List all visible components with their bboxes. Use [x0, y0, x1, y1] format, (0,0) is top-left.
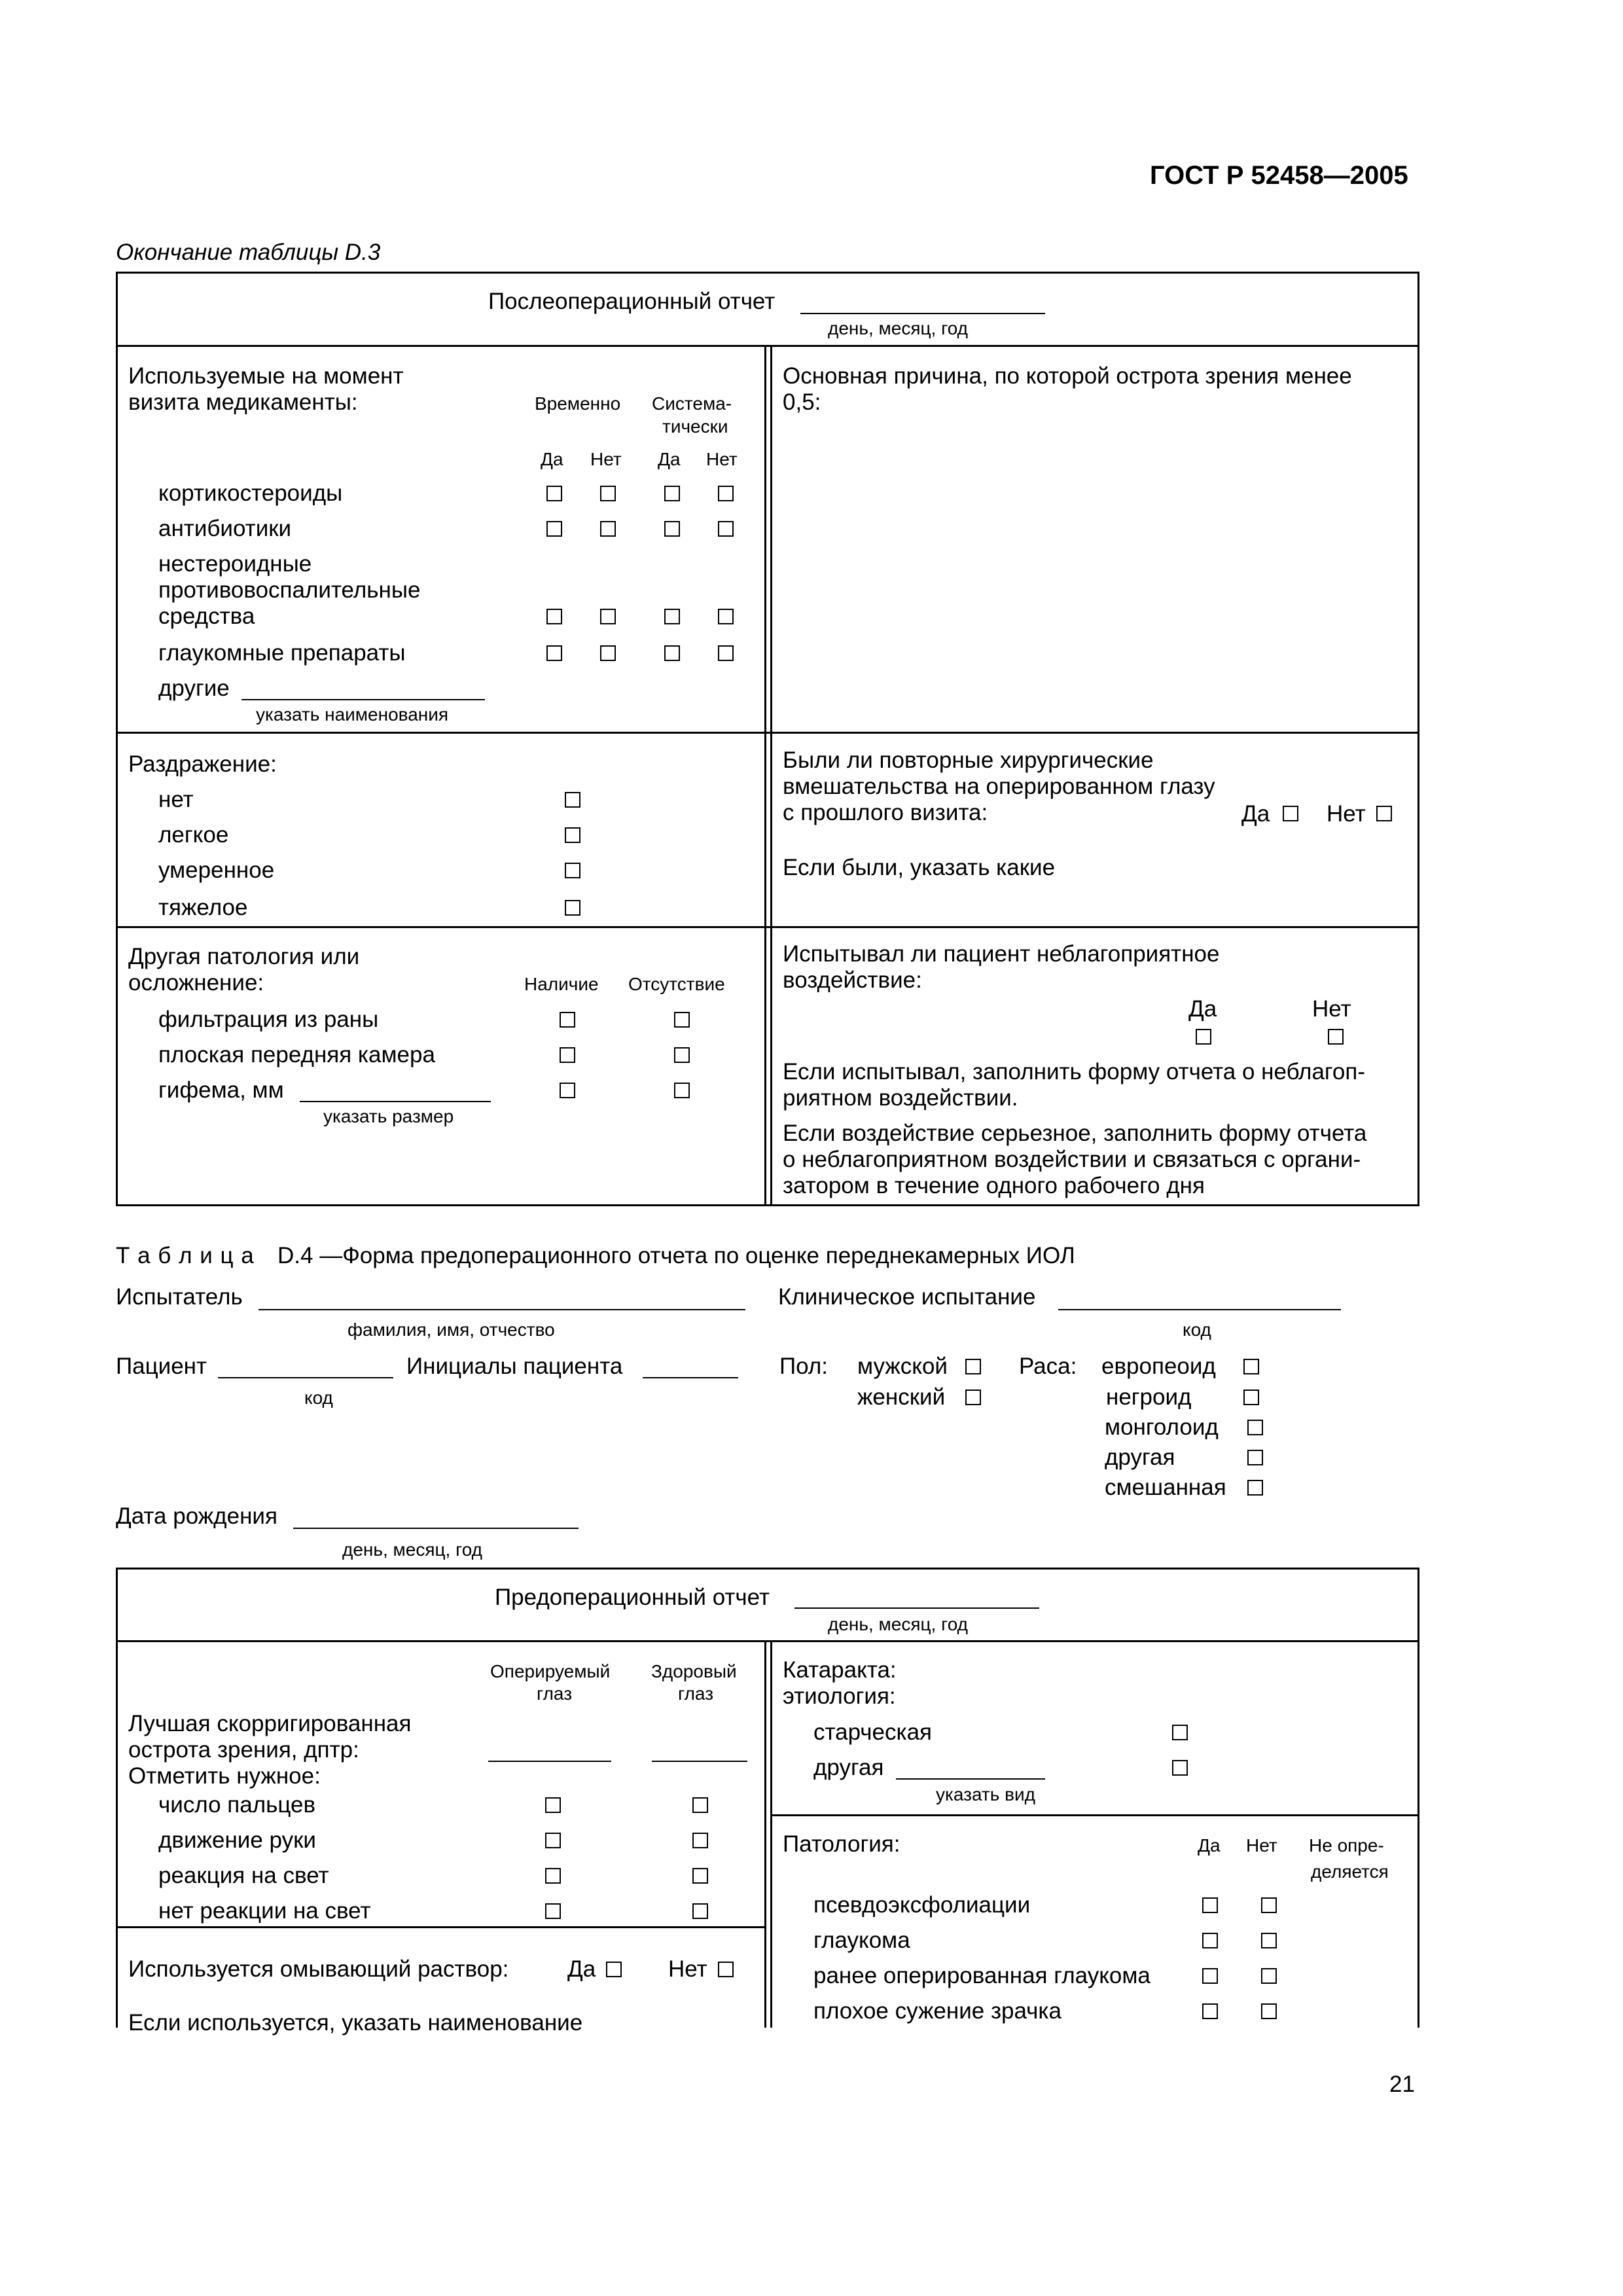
irrigation-question: Используется омывающий раствор:: [128, 1956, 509, 1982]
checkbox[interactable]: [664, 486, 680, 501]
investigator-label: Испытатель: [116, 1284, 243, 1310]
hyphema-present-checkbox[interactable]: [560, 1083, 575, 1098]
repeat-surgery-line-2: вмешательства на оперированном глазу: [783, 774, 1215, 799]
post-op-date-field[interactable]: [800, 313, 1045, 314]
initials-field[interactable]: [643, 1377, 738, 1378]
pathology-col-absent: Отсутствие: [628, 974, 725, 994]
pathology-heading-1: Другая патология или: [128, 944, 360, 969]
irritation-none: нет: [158, 787, 194, 812]
meds-temp-no: Нет: [590, 449, 622, 469]
hand-motion-operated-checkbox[interactable]: [545, 1833, 561, 1848]
trial-label: Клиническое испытание: [778, 1284, 1036, 1310]
checkbox[interactable]: [546, 609, 562, 624]
med-nsaid-3: средства: [158, 603, 255, 629]
pre-pathology-yes: Да: [1198, 1835, 1221, 1856]
vision-no-light-perception: нет реакции на свет: [158, 1898, 371, 1924]
pathology-poor-pupil: плохое сужение зрачка: [813, 1998, 1061, 2024]
med-other-hint: указать наименования: [256, 704, 449, 725]
meds-temp-yes: Да: [541, 449, 563, 469]
med-other-field[interactable]: [241, 699, 485, 700]
adverse-note-2c: затором в течение одного рабочего дня: [783, 1173, 1205, 1198]
pre-op-date-hint: день, месяц, год: [828, 1614, 968, 1634]
pre-op-title: Предоперационный отчет: [495, 1585, 770, 1610]
no-light-healthy-checkbox[interactable]: [692, 1903, 708, 1919]
irritation-mild-checkbox[interactable]: [565, 827, 580, 843]
dob-label: Дата рождения: [116, 1503, 277, 1529]
checkbox[interactable]: [664, 609, 680, 624]
repeat-surgery-no-label: Нет: [1327, 801, 1366, 827]
reason-line-1: Основная причина, по которой острота зрения менее: [783, 363, 1352, 389]
irrigation-yes-checkbox[interactable]: [606, 1962, 622, 1977]
continuation-title: Окончание таблицы D.3: [116, 240, 381, 265]
investigator-hint: фамилия, имя, отчество: [348, 1319, 555, 1340]
pre-op-date-field[interactable]: [794, 1607, 1039, 1609]
no-light-operated-checkbox[interactable]: [545, 1903, 561, 1919]
checkbox[interactable]: [600, 645, 616, 661]
cataract-heading: Катаракта:: [783, 1657, 897, 1683]
adverse-note-1b: риятном воздействии.: [783, 1085, 1018, 1111]
adverse-note-2a: Если воздействие серьезное, заполнить форму отчета: [783, 1121, 1367, 1146]
patient-label: Пациент: [116, 1354, 207, 1379]
checkbox[interactable]: [664, 645, 680, 661]
race-negroid-checkbox[interactable]: [1243, 1390, 1259, 1405]
trial-field[interactable]: [1058, 1309, 1341, 1310]
pathology-heading-2: осложнение:: [128, 970, 264, 996]
race-mongoloid-checkbox[interactable]: [1247, 1420, 1263, 1435]
adverse-line-1: Испытывал ли пациент неблагоприятное: [783, 941, 1220, 967]
sex-female-label: женский: [857, 1384, 946, 1410]
irritation-mild: легкое: [158, 822, 229, 848]
bcva-healthy-field[interactable]: [652, 1761, 747, 1762]
operated-glaucoma-no-checkbox[interactable]: [1261, 1968, 1277, 1984]
pathology-flat-chamber: плоская передняя камера: [158, 1042, 435, 1067]
cataract-etiology: этиология:: [783, 1683, 896, 1709]
poor-pupil-no-checkbox[interactable]: [1261, 2003, 1277, 2019]
irrigation-no-label: Нет: [668, 1956, 707, 1982]
vision-col-healthy-1: Здоровый: [651, 1661, 737, 1681]
page-number: 21: [1389, 2072, 1415, 2097]
race-caucasian: европеоид: [1101, 1354, 1216, 1379]
checkbox[interactable]: [718, 645, 734, 661]
repeat-surgery-line-1: Были ли повторные хирургические: [783, 747, 1154, 773]
checkbox[interactable]: [664, 521, 680, 537]
initials-label: Инициалы пациента: [406, 1354, 623, 1379]
sex-female-checkbox[interactable]: [965, 1390, 981, 1405]
dob-field[interactable]: [293, 1528, 579, 1529]
checkbox[interactable]: [546, 521, 562, 537]
irrigation-no-checkbox[interactable]: [718, 1962, 734, 1977]
table-caption-prefix: Т а б л и ц а: [116, 1243, 255, 1268]
finger-count-operated-checkbox[interactable]: [545, 1797, 561, 1813]
flat-chamber-present-checkbox[interactable]: [560, 1047, 575, 1063]
meds-col-systematic-2: тически: [662, 416, 728, 437]
med-glaucoma: глаукомные препараты: [158, 640, 406, 666]
race-mongoloid: монголоид: [1105, 1414, 1219, 1440]
bcva-operated-field[interactable]: [488, 1761, 611, 1762]
post-op-date-hint: день, месяц, год: [828, 318, 968, 338]
pseudoexfoliation-yes-checkbox[interactable]: [1202, 1897, 1218, 1913]
irritation-moderate: умеренное: [158, 857, 275, 883]
light-perception-operated-checkbox[interactable]: [545, 1868, 561, 1884]
pre-pathology-undetermined-1: Не опре-: [1309, 1835, 1384, 1856]
med-nsaid-2: противовоспалительные: [158, 577, 421, 603]
sex-male-label: мужской: [857, 1354, 948, 1379]
checkbox[interactable]: [718, 521, 734, 537]
race-mixed: смешанная: [1105, 1475, 1226, 1500]
med-nsaid-1: нестероидные: [158, 551, 312, 577]
med-antibiotics: антибиотики: [158, 516, 292, 541]
poor-pupil-yes-checkbox[interactable]: [1202, 2003, 1218, 2019]
med-corticosteroids: кортикостероиды: [158, 480, 343, 506]
repeat-surgery-which: Если были, указать какие: [783, 855, 1056, 880]
vision-finger-count: число пальцев: [158, 1792, 316, 1818]
irrigation-name: Если используется, указать наименование: [128, 2010, 583, 2036]
cataract-other-checkbox[interactable]: [1172, 1760, 1188, 1776]
patient-code-field[interactable]: [218, 1377, 393, 1378]
irritation-heading: Раздражение:: [128, 751, 277, 777]
sex-male-checkbox[interactable]: [965, 1359, 981, 1374]
cataract-other: другая: [813, 1755, 884, 1780]
cataract-other-field[interactable]: [896, 1778, 1045, 1780]
irritation-severe: тяжелое: [158, 895, 248, 920]
checkbox[interactable]: [546, 486, 562, 501]
race-label: Раса:: [1019, 1354, 1077, 1379]
investigator-field[interactable]: [259, 1309, 745, 1310]
checkbox[interactable]: [718, 486, 734, 501]
race-other-checkbox[interactable]: [1247, 1450, 1263, 1465]
pseudoexfoliation-no-checkbox[interactable]: [1261, 1897, 1277, 1913]
meds-sys-yes: Да: [658, 449, 681, 469]
repeat-surgery-yes-label: Да: [1241, 801, 1270, 827]
light-perception-healthy-checkbox[interactable]: [692, 1868, 708, 1884]
pre-pathology-no: Нет: [1246, 1835, 1277, 1856]
vision-col-healthy-2: глаз: [678, 1683, 714, 1704]
adverse-yes-checkbox[interactable]: [1196, 1029, 1211, 1045]
hyphema-size-field[interactable]: [300, 1101, 491, 1102]
table-caption-text: D.4 —Форма предоперационного отчета по оценке переднекамерных ИОЛ: [277, 1243, 1075, 1268]
checkbox[interactable]: [718, 609, 734, 624]
adverse-note-2b: о неблагоприятном воздействии и связаться с органи-: [783, 1147, 1361, 1172]
trial-hint: код: [1183, 1319, 1211, 1340]
repeat-surgery-yes-checkbox[interactable]: [1283, 806, 1298, 821]
race-negroid: негроид: [1106, 1384, 1192, 1410]
reason-line-2: 0,5:: [783, 389, 821, 415]
dob-hint: день, месяц, год: [342, 1539, 482, 1560]
mark-needed: Отметить нужное:: [128, 1763, 321, 1789]
med-other: другие: [158, 675, 230, 701]
vision-hand-motion: движение руки: [158, 1827, 316, 1853]
glaucoma-yes-checkbox[interactable]: [1202, 1933, 1218, 1948]
repeat-surgery-line-3: с прошлого визита:: [783, 800, 988, 825]
irritation-severe-checkbox[interactable]: [565, 900, 580, 916]
checkbox[interactable]: [600, 609, 616, 624]
hyphema-size-hint: указать размер: [323, 1106, 454, 1126]
irritation-none-checkbox[interactable]: [565, 792, 580, 808]
flat-chamber-absent-checkbox[interactable]: [674, 1047, 690, 1063]
meds-heading-2: визита медикаменты:: [128, 389, 358, 415]
wound-leak-present-checkbox[interactable]: [560, 1012, 575, 1028]
operated-glaucoma-yes-checkbox[interactable]: [1202, 1968, 1218, 1984]
adverse-no-checkbox[interactable]: [1328, 1029, 1344, 1045]
bcva-line-1: Лучшая скорригированная: [128, 1711, 412, 1736]
checkbox[interactable]: [600, 521, 616, 537]
bcva-line-2: острота зрения, дптр:: [128, 1737, 359, 1763]
sex-label: Пол:: [779, 1354, 828, 1379]
adverse-note-1a: Если испытывал, заполнить форму отчета о неблагоп-: [783, 1059, 1366, 1085]
adverse-no-label: Нет: [1312, 996, 1351, 1022]
meds-heading-1: Используемые на момент: [128, 363, 404, 389]
irrigation-yes-label: Да: [567, 1956, 596, 1982]
cataract-other-hint: указать вид: [936, 1784, 1035, 1804]
meds-col-systematic-1: Система-: [652, 393, 732, 414]
race-mixed-checkbox[interactable]: [1247, 1480, 1263, 1496]
hand-motion-healthy-checkbox[interactable]: [692, 1833, 708, 1848]
patient-code-hint: код: [304, 1388, 333, 1408]
hyphema-absent-checkbox[interactable]: [674, 1083, 690, 1098]
finger-count-healthy-checkbox[interactable]: [692, 1797, 708, 1813]
irritation-moderate-checkbox[interactable]: [565, 863, 580, 878]
race-other: другая: [1105, 1444, 1175, 1470]
post-op-title: Послеоперационный отчет: [488, 289, 776, 314]
wound-leak-absent-checkbox[interactable]: [674, 1012, 690, 1028]
glaucoma-no-checkbox[interactable]: [1261, 1933, 1277, 1948]
adverse-line-2: воздействие:: [783, 967, 922, 993]
vision-light-perception: реакция на свет: [158, 1863, 329, 1888]
pre-pathology-heading: Патология:: [783, 1831, 901, 1857]
pathology-pseudoexfoliation: псевдоэксфолиации: [813, 1892, 1031, 1918]
meds-sys-no: Нет: [706, 449, 738, 469]
cataract-senile: старческая: [813, 1719, 932, 1745]
checkbox[interactable]: [600, 486, 616, 501]
checkbox[interactable]: [546, 645, 562, 661]
vision-col-operated-2: глаз: [537, 1683, 573, 1704]
pathology-glaucoma: глаукома: [813, 1928, 910, 1953]
vision-col-operated-1: Оперируемый: [490, 1661, 611, 1681]
repeat-surgery-no-checkbox[interactable]: [1376, 806, 1392, 821]
pathology-hyphema: гифема, мм: [158, 1077, 284, 1103]
standard-number: ГОСТ Р 52458—2005: [1150, 161, 1408, 190]
cataract-senile-checkbox[interactable]: [1172, 1725, 1188, 1740]
meds-col-temporary: Временно: [535, 393, 621, 414]
adverse-yes-label: Да: [1188, 996, 1217, 1022]
pathology-operated-glaucoma: ранее оперированная глаукома: [813, 1963, 1150, 1988]
pathology-wound-leak: фильтрация из раны: [158, 1007, 379, 1032]
pre-pathology-undetermined-2: деляется: [1311, 1861, 1389, 1882]
pathology-col-present: Наличие: [524, 974, 599, 994]
race-caucasian-checkbox[interactable]: [1243, 1359, 1259, 1374]
